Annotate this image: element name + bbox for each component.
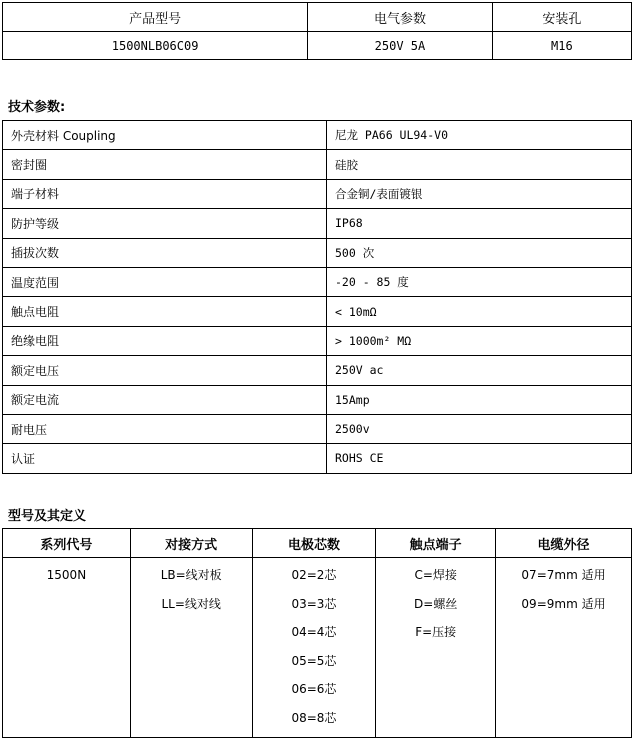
spec-row [3, 121, 632, 150]
mounting-hole-header: 安装孔 [492, 3, 631, 32]
list-item: 1500N [46, 568, 87, 582]
spec-value: 15Amp [327, 385, 632, 414]
spec-value: 250V ac [327, 356, 632, 385]
series-code-header: 系列代号 [3, 529, 131, 558]
spec-row [3, 326, 632, 355]
spec-value: < 10mΩ [327, 297, 632, 326]
list-item: 04=4芯 [291, 625, 337, 639]
spec-value: 500 次 [327, 238, 632, 267]
pin-count-cell [252, 558, 376, 738]
spec-name: 绝缘电阻 [3, 326, 327, 355]
spec-name: 防护等级 [3, 209, 327, 238]
spec-value: IP68 [327, 209, 632, 238]
list-item: 03=3芯 [291, 596, 337, 611]
spec-row [3, 356, 632, 385]
list-item: 09=9mm 适用 [521, 596, 606, 611]
product-table [2, 2, 632, 60]
spec-name: 端子材料 [3, 179, 327, 208]
spec-name: 额定电流 [3, 385, 327, 414]
cable-diameter-header: 电缆外径 [496, 529, 632, 558]
mating-method-cell [130, 558, 252, 738]
model-definition-table [2, 528, 632, 738]
spec-name: 耐电压 [3, 414, 327, 443]
electrical-params-header: 电气参数 [308, 3, 493, 32]
spec-name: 密封圈 [3, 150, 327, 179]
spec-name: 认证 [3, 444, 327, 473]
tech-params-title: 技术参数: [8, 100, 66, 115]
list-item: 05=5芯 [291, 653, 337, 668]
spec-row [3, 297, 632, 326]
spec-row [3, 414, 632, 443]
spec-row [3, 267, 632, 296]
spec-row [3, 209, 632, 238]
list-item: D=螺丝 [414, 596, 458, 611]
spec-value: 2500v [327, 414, 632, 443]
spec-name: 温度范围 [3, 267, 327, 296]
product-model-header: 产品型号 [3, 3, 308, 32]
pin-count-header: 电极芯数 [252, 529, 376, 558]
list-item: 08=8芯 [291, 710, 337, 725]
mating-method-header: 对接方式 [130, 529, 252, 558]
spec-value: 尼龙 PA66 UL94-V0 [327, 121, 632, 150]
spec-name: 额定电压 [3, 356, 327, 385]
list-item: LL=线对线 [161, 596, 221, 611]
electrical-params-value: 250V 5A [308, 32, 493, 60]
spec-row [3, 238, 632, 267]
mounting-hole-value: M16 [492, 32, 631, 60]
spec-row [3, 179, 632, 208]
spec-value: 合金铜/表面镀银 [327, 179, 632, 208]
list-item: LB=线对板 [160, 568, 222, 582]
cable-diameter-cell [496, 558, 632, 738]
series-code-cell [3, 558, 131, 738]
spec-value: -20 - 85 度 [327, 267, 632, 296]
spec-value: 硅胶 [327, 150, 632, 179]
list-item: 06=6芯 [291, 682, 337, 696]
model-definition-title: 型号及其定义 [8, 509, 87, 524]
spec-row [3, 444, 632, 473]
spec-row [3, 150, 632, 179]
product-model-value: 1500NLB06C09 [3, 32, 308, 60]
contact-terminal-cell [376, 558, 496, 738]
list-item: 02=2芯 [291, 568, 337, 582]
spec-value: ROHS CE [327, 444, 632, 473]
list-item: F=压接 [415, 625, 457, 639]
contact-terminal-header: 触点端子 [376, 529, 496, 558]
spec-name: 触点电阻 [3, 297, 327, 326]
spec-row [3, 385, 632, 414]
spec-value: > 1000m² MΩ [327, 326, 632, 355]
spec-name: 插拔次数 [3, 238, 327, 267]
tech-params-table [2, 120, 632, 474]
list-item: 07=7mm 适用 [521, 568, 606, 582]
list-item: C=焊接 [414, 568, 457, 582]
spec-name: 外壳材料 Coupling [3, 121, 327, 150]
